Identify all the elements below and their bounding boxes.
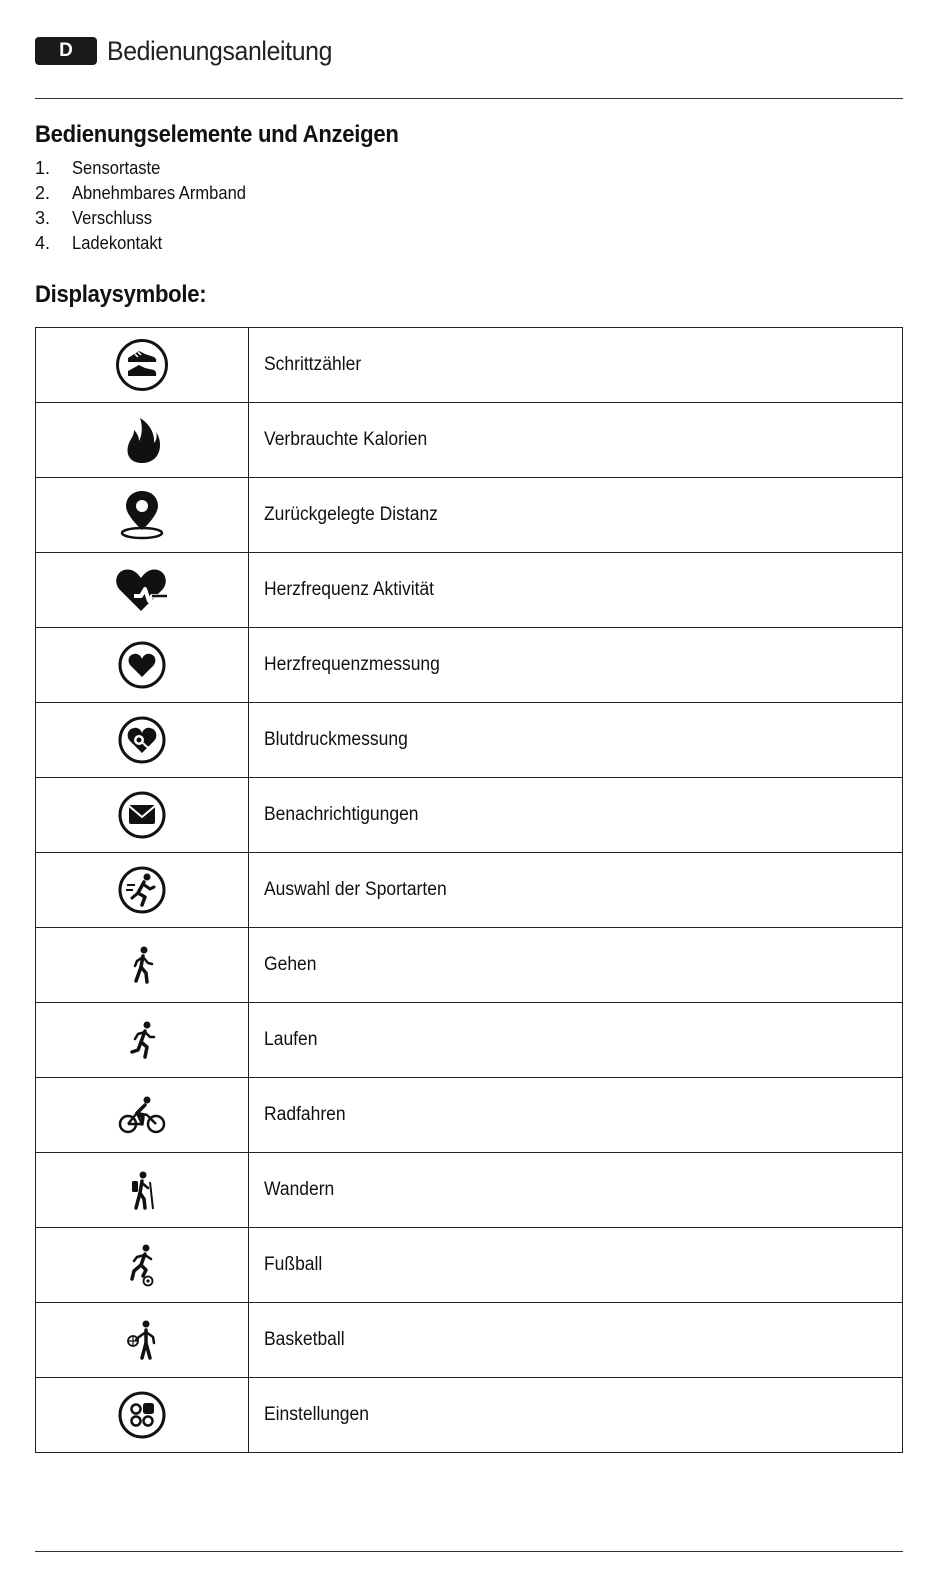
basketball-icon	[125, 1319, 159, 1361]
hiking-icon	[126, 1170, 158, 1210]
table-row	[36, 328, 903, 403]
list-item	[35, 156, 261, 181]
list-item-label: Sensortaste	[72, 158, 161, 178]
symbols-table	[35, 327, 903, 1453]
list-item	[35, 181, 261, 206]
heart-circle-icon	[117, 640, 167, 690]
heart-pulse-icon	[114, 566, 170, 614]
list-item-label: Abnehmbares Armband	[72, 183, 246, 203]
running-icon	[126, 1020, 158, 1060]
header-divider	[35, 98, 903, 99]
list-item-label: Verschluss	[72, 208, 153, 228]
symbol-label: Benachrichtigungen	[264, 804, 419, 825]
envelope-icon	[117, 790, 167, 840]
symbol-label: Laufen	[264, 1029, 318, 1050]
shoes-icon	[115, 338, 169, 392]
list-item	[35, 206, 261, 231]
table-row	[36, 403, 903, 478]
page-header	[35, 34, 352, 68]
controls-heading: Bedienungselemente und Anzeigen	[35, 121, 399, 148]
symbol-label: Auswahl der Sportarten	[264, 879, 447, 900]
table-row	[36, 1003, 903, 1078]
settings-icon	[117, 1390, 167, 1440]
list-item-number: 3.	[35, 208, 51, 228]
list-item-number: 2.	[35, 183, 51, 203]
table-row	[36, 778, 903, 853]
cycling-icon	[117, 1095, 167, 1135]
symbols-heading: Displaysymbole:	[35, 281, 207, 308]
symbol-label: Zurückgelegte Distanz	[264, 504, 438, 525]
symbol-label: Blutdruckmessung	[264, 729, 408, 750]
table-row	[36, 1303, 903, 1378]
symbol-label: Fußball	[264, 1254, 323, 1275]
document-title: Bedienungsanleitung	[107, 35, 333, 66]
symbol-label: Herzfrequenz Aktivität	[264, 579, 435, 600]
symbol-label: Herzfrequenzmessung	[264, 654, 440, 675]
symbol-label: Verbrauchte Kalorien	[264, 429, 428, 450]
table-row	[36, 1078, 903, 1153]
list-item	[35, 231, 261, 256]
symbol-label: Basketball	[264, 1329, 345, 1350]
walking-icon	[127, 945, 157, 985]
list-item-number: 1.	[35, 158, 51, 178]
table-row	[36, 1228, 903, 1303]
football-icon	[126, 1243, 158, 1287]
symbol-label: Radfahren	[264, 1104, 346, 1125]
table-row	[36, 1153, 903, 1228]
table-row	[36, 1378, 903, 1453]
table-row	[36, 703, 903, 778]
location-pin-icon	[117, 488, 167, 542]
list-item-label: Ladekontakt	[72, 233, 163, 253]
symbol-label: Wandern	[264, 1179, 335, 1200]
flame-icon	[120, 415, 164, 465]
table-row	[36, 478, 903, 553]
footer-divider	[35, 1551, 903, 1552]
symbol-label: Einstellungen	[264, 1404, 369, 1425]
table-row	[36, 853, 903, 928]
table-row	[36, 928, 903, 1003]
blood-pressure-icon	[117, 715, 167, 765]
list-item-number: 4.	[35, 233, 51, 253]
table-row	[36, 553, 903, 628]
symbol-label: Schrittzähler	[264, 354, 362, 375]
controls-list	[35, 156, 261, 256]
sport-select-icon	[117, 865, 167, 915]
language-badge: D	[35, 37, 97, 65]
symbol-label: Gehen	[264, 954, 317, 975]
table-row	[36, 628, 903, 703]
